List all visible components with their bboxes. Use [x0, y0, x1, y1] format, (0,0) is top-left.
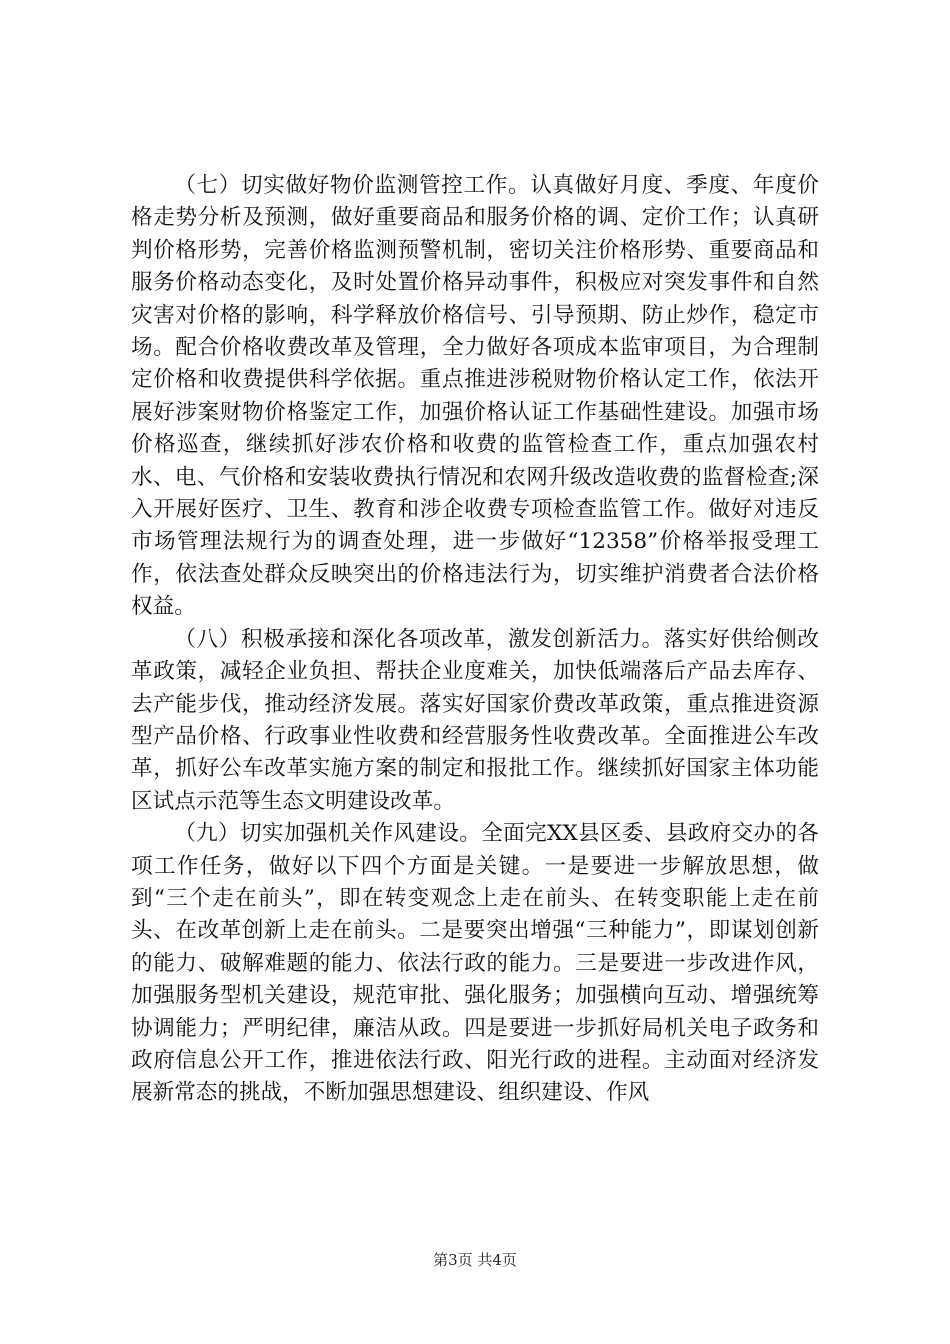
document-body	[131, 170, 819, 1110]
page-footer	[0, 1250, 950, 1270]
page-number: 第3页 共4页	[433, 1251, 517, 1269]
paragraph-seven: （七）切实做好物价监测管控工作。认真做好月度、季度、年度价格走势分析及预测，做好重要商品和服务价格的调、定价工作；认真研判价格形势，完善价格监测预警机制，密切关注价格形势、重要商品和服务价格动态变化，及时处置价格异动事件，积极应对突发事件和自然灾害对价格的影响，科学释放价格信号、引导预期、防止炒作，稳定市场。配合价格收费改革及管理，全力做好各项成本监审项目，为合理制定价格和收费提供科学依据。重点推进涉税财物价格认定工作，依法开展好涉案财物价格鉴定工作，加强价格认证工作基础性建设。加强市场价格巡查，继续抓好涉农价格和收费的监管检查工作，重点加强农村水、电、气价格和安装收费执行情况和农网升级改造收费的监督检查;深入开展好医疗、卫生、教育和涉企收费专项检查监管工作。做好对违反市场管理法规行为的调查处理，进一步做好“12358”价格举报受理工作，依法查处群众反映突出的价格违法行为，切实维护消费者合法价格权益。	[131, 173, 819, 620]
paragraph-eight: （八）积极承接和深化各项改革，激发创新活力。落实好供给侧改革政策，减轻企业负担、帮扶企业度难关，加快低端落后产品去库存、去产能步伐，推动经济发展。落实好国家价费改革政策，重点推进资源型产品价格、行政事业性收费和经营服务性收费改革。全面推进公车改革，抓好公车改革实施方案的制定和报批工作。继续抓好国家主体功能区试点示范等生态文明建设改革。	[131, 626, 819, 814]
paragraph-nine: （九）切实加强机关作风建设。全面完XX县区委、县政府交办的各项工作任务，做好以下四个方面是关键。一是要进一步解放思想，做到“三个走在前头”，即在转变观念上走在前头、在转变职能上走在前头、在改革创新上走在前头。二是要突出增强“三种能力”，即谋划创新的能力、破解难题的能力、依法行政的能力。三是要进一步改进作风，加强服务型机关建设，规范审批、强化服务；加强横向互动、增强统筹协调能力；严明纪律，廉洁从政。四是要进一步抓好局机关电子政务和政府信息公开工作，推进依法行政、阳光行政的进程。主动面对经济发展新常态的挑战，不断加强思想建设、组织建设、作风	[131, 821, 819, 1106]
